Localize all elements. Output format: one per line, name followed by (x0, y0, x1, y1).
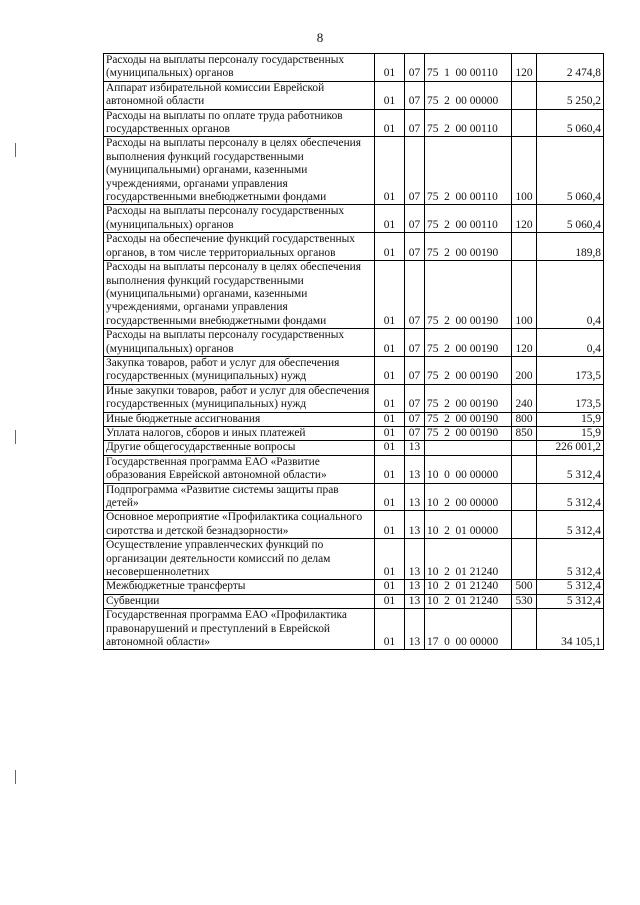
row-csr: 75 2 00 00190 (425, 329, 512, 357)
row-csr: 75 2 00 00190 (425, 384, 512, 412)
row-sum: 5 312,4 (537, 511, 604, 539)
row-vr: 240 (512, 384, 537, 412)
row-sum: 34 105,1 (537, 609, 604, 650)
row-csr: 75 2 00 00190 (425, 426, 512, 440)
row-pr: 13 (405, 483, 425, 511)
row-sum: 5 312,4 (537, 580, 604, 594)
row-vr (512, 455, 537, 483)
row-pr: 13 (405, 609, 425, 650)
table-row (104, 412, 604, 426)
row-pr: 13 (405, 511, 425, 539)
row-csr: 75 2 00 00190 (425, 261, 512, 329)
row-rz: 01 (375, 580, 405, 594)
row-name: Расходы на обеспечение функций государственных органов, в том числе территориальных органов (104, 233, 375, 261)
row-sum: 2 474,8 (537, 54, 604, 82)
row-name: Расходы на выплаты персоналу государственных (муниципальных) органов (104, 205, 375, 233)
row-csr: 10 2 00 00000 (425, 483, 512, 511)
row-csr: 75 2 00 00190 (425, 356, 512, 384)
row-sum: 5 250,2 (537, 81, 604, 109)
row-vr (512, 233, 537, 261)
row-sum: 189,8 (537, 233, 604, 261)
row-name: Расходы на выплаты по оплате труда работников государственных органов (104, 109, 375, 137)
row-csr: 10 2 01 21240 (425, 580, 512, 594)
row-sum: 15,9 (537, 412, 604, 426)
budget-table (103, 53, 604, 650)
row-csr: 75 2 00 00000 (425, 81, 512, 109)
row-vr (512, 539, 537, 580)
row-rz: 01 (375, 137, 405, 205)
row-sum: 226 001,2 (537, 441, 604, 455)
row-vr: 800 (512, 412, 537, 426)
row-pr: 07 (405, 426, 425, 440)
row-vr (512, 109, 537, 137)
row-csr: 10 0 00 00000 (425, 455, 512, 483)
row-rz: 01 (375, 356, 405, 384)
margin-mark (15, 770, 16, 784)
table-row (104, 233, 604, 261)
row-vr: 100 (512, 261, 537, 329)
row-vr: 200 (512, 356, 537, 384)
row-rz: 01 (375, 441, 405, 455)
table-row (104, 205, 604, 233)
table-row (104, 483, 604, 511)
row-name: Иные закупки товаров, работ и услуг для обеспечения государственных (муниципальных) нужд (104, 384, 375, 412)
table-row (104, 609, 604, 650)
row-csr: 75 1 00 00110 (425, 54, 512, 82)
row-name: Осуществление управленческих функций по организации деятельности комиссий по делам несовершеннолетних (104, 539, 375, 580)
row-vr (512, 81, 537, 109)
row-sum: 5 060,4 (537, 137, 604, 205)
row-pr: 07 (405, 412, 425, 426)
table-row (104, 539, 604, 580)
row-name: Подпрограмма «Развитие системы защиты прав детей» (104, 483, 375, 511)
row-sum: 15,9 (537, 426, 604, 440)
row-vr: 120 (512, 329, 537, 357)
row-vr: 120 (512, 54, 537, 82)
row-rz: 01 (375, 539, 405, 580)
row-vr (512, 441, 537, 455)
table-row (104, 329, 604, 357)
row-rz: 01 (375, 81, 405, 109)
table-row (104, 54, 604, 82)
row-rz: 01 (375, 384, 405, 412)
row-rz: 01 (375, 609, 405, 650)
row-rz: 01 (375, 233, 405, 261)
row-vr (512, 609, 537, 650)
row-name: Основное мероприятие «Профилактика социального сиротства и детской безнадзорности» (104, 511, 375, 539)
row-pr: 07 (405, 233, 425, 261)
row-csr: 75 2 00 00190 (425, 233, 512, 261)
table-row (104, 441, 604, 455)
row-name: Другие общегосударственные вопросы (104, 441, 375, 455)
row-rz: 01 (375, 329, 405, 357)
row-name: Расходы на выплаты персоналу государственных (муниципальных) органов (104, 54, 375, 82)
row-pr: 07 (405, 329, 425, 357)
row-vr (512, 483, 537, 511)
row-csr: 75 2 00 00190 (425, 412, 512, 426)
row-vr: 530 (512, 594, 537, 608)
row-vr: 120 (512, 205, 537, 233)
row-csr: 75 2 00 00110 (425, 137, 512, 205)
row-pr: 07 (405, 384, 425, 412)
row-name: Расходы на выплаты персоналу в целях обеспечения выполнения функций государственными (муниципальными) органами, казенными учреждениями, органами управления государственными внебюджетными фондами (104, 261, 375, 329)
row-pr: 07 (405, 109, 425, 137)
row-name: Государственная программа ЕАО «Профилактика правонарушений и преступлений в Еврейской автономной области» (104, 609, 375, 650)
table-row (104, 426, 604, 440)
row-name: Аппарат избирательной комиссии Еврейской автономной области (104, 81, 375, 109)
row-name: Государственная программа ЕАО «Развитие образования Еврейской автономной области» (104, 455, 375, 483)
row-csr: 17 0 00 00000 (425, 609, 512, 650)
row-vr: 100 (512, 137, 537, 205)
margin-mark (15, 430, 16, 444)
row-sum: 5 060,4 (537, 205, 604, 233)
row-rz: 01 (375, 109, 405, 137)
row-rz: 01 (375, 511, 405, 539)
row-pr: 13 (405, 539, 425, 580)
table-row (104, 137, 604, 205)
row-pr: 13 (405, 580, 425, 594)
row-csr: 10 2 01 21240 (425, 539, 512, 580)
row-vr: 500 (512, 580, 537, 594)
row-rz: 01 (375, 594, 405, 608)
row-name: Расходы на выплаты персоналу в целях обеспечения выполнения функций государственными (муниципальными) органами, казенными учреждениями, органами управления государственными внебюджетными фондами (104, 137, 375, 205)
budget-table-body (104, 54, 604, 650)
row-name: Расходы на выплаты персоналу государственных (муниципальных) органов (104, 329, 375, 357)
table-row (104, 261, 604, 329)
page-number: 8 (316, 30, 324, 45)
row-csr: 75 2 00 00110 (425, 109, 512, 137)
row-name: Субвенции (104, 594, 375, 608)
row-sum: 5 312,4 (537, 483, 604, 511)
row-pr: 07 (405, 261, 425, 329)
row-sum: 173,5 (537, 356, 604, 384)
row-pr: 07 (405, 81, 425, 109)
row-csr: 75 2 00 00110 (425, 205, 512, 233)
row-name: Межбюджетные трансферты (104, 580, 375, 594)
row-rz: 01 (375, 54, 405, 82)
row-sum: 0,4 (537, 329, 604, 357)
row-rz: 01 (375, 205, 405, 233)
row-rz: 01 (375, 412, 405, 426)
row-name: Закупка товаров, работ и услуг для обеспечения государственных (муниципальных) нужд (104, 356, 375, 384)
row-sum: 5 312,4 (537, 594, 604, 608)
table-row (104, 81, 604, 109)
row-csr: 10 2 01 00000 (425, 511, 512, 539)
row-pr: 13 (405, 441, 425, 455)
table-row (104, 384, 604, 412)
table-row (104, 594, 604, 608)
row-pr: 07 (405, 205, 425, 233)
row-sum: 5 312,4 (537, 455, 604, 483)
row-pr: 07 (405, 356, 425, 384)
row-csr (425, 441, 512, 455)
table-row (104, 455, 604, 483)
row-name: Иные бюджетные ассигнования (104, 412, 375, 426)
row-sum: 5 312,4 (537, 539, 604, 580)
row-rz: 01 (375, 261, 405, 329)
table-row (104, 580, 604, 594)
row-rz: 01 (375, 483, 405, 511)
row-name: Уплата налогов, сборов и иных платежей (104, 426, 375, 440)
row-csr: 10 2 01 21240 (425, 594, 512, 608)
row-vr (512, 511, 537, 539)
row-sum: 173,5 (537, 384, 604, 412)
table-row (104, 109, 604, 137)
table-row (104, 356, 604, 384)
row-vr: 850 (512, 426, 537, 440)
row-rz: 01 (375, 455, 405, 483)
row-pr: 07 (405, 54, 425, 82)
row-sum: 5 060,4 (537, 109, 604, 137)
table-row (104, 511, 604, 539)
row-pr: 13 (405, 455, 425, 483)
row-pr: 13 (405, 594, 425, 608)
row-pr: 07 (405, 137, 425, 205)
row-sum: 0,4 (537, 261, 604, 329)
margin-mark (15, 143, 16, 157)
row-rz: 01 (375, 426, 405, 440)
